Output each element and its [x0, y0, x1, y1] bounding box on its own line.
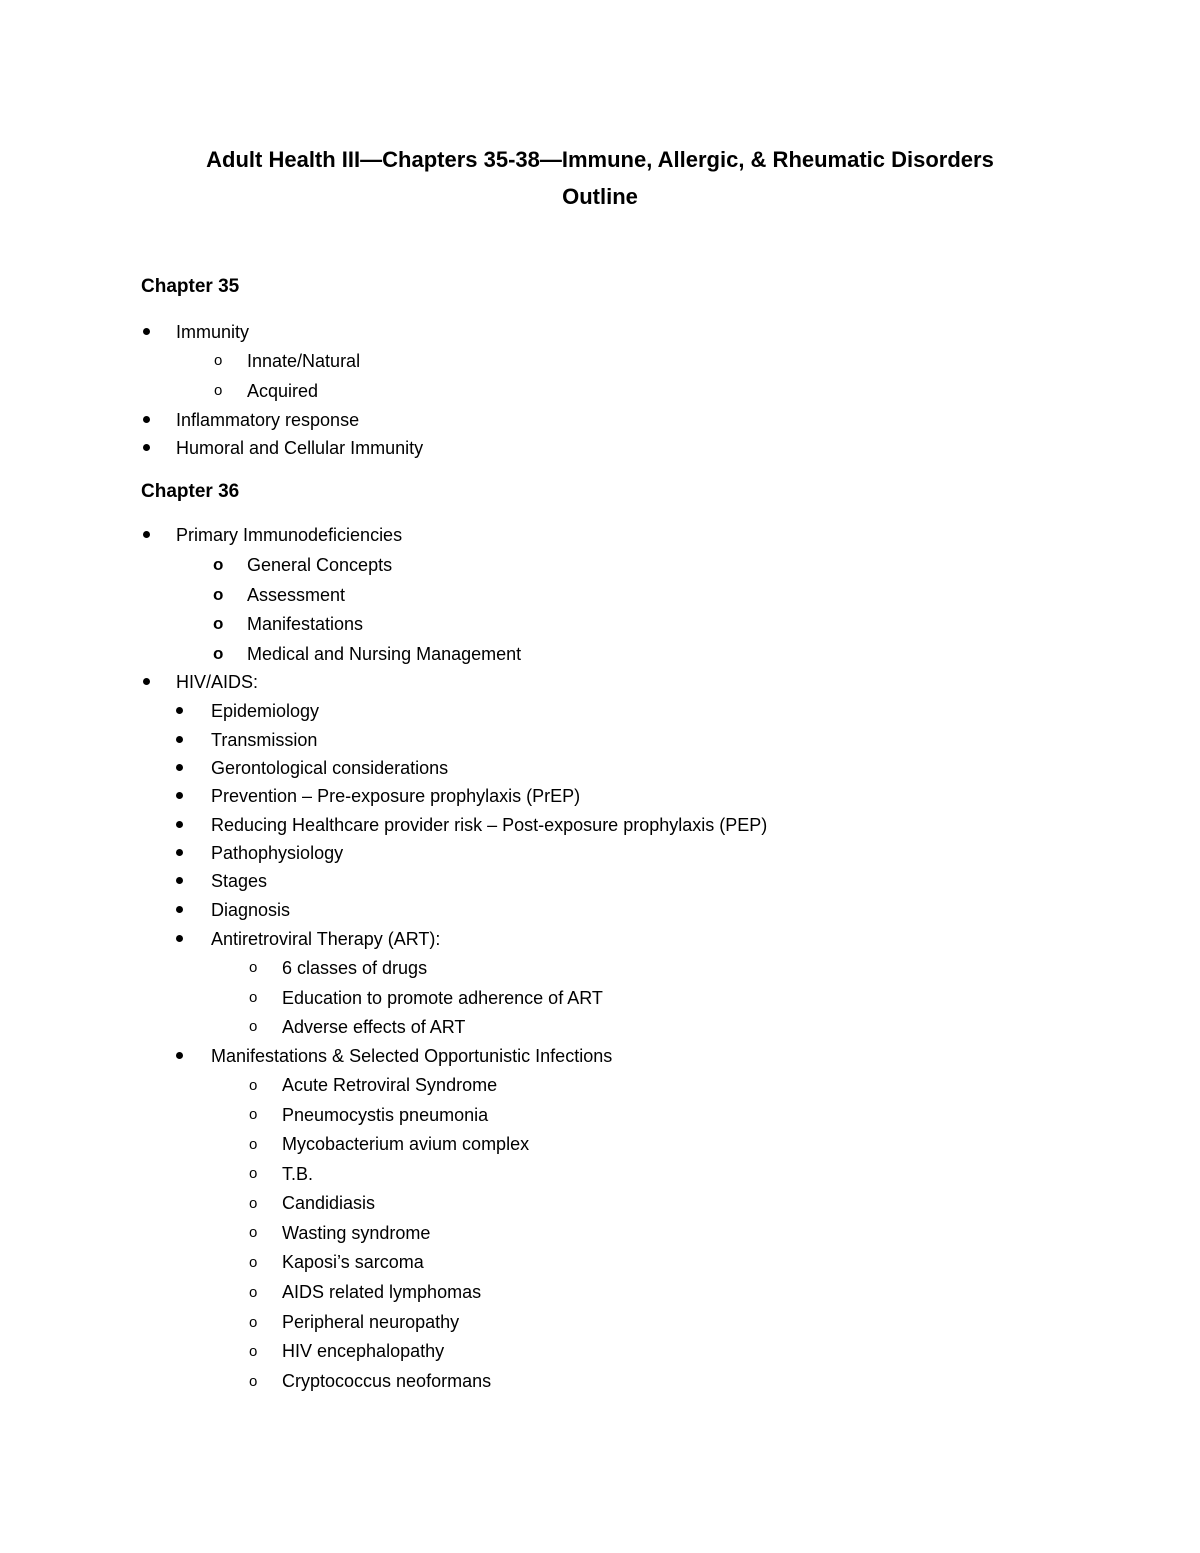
- list-item-inflammatory: Inflammatory response: [176, 410, 360, 430]
- list-item-general-concepts: General Concepts: [247, 555, 393, 575]
- list-item-hiv-aids: HIV/AIDS:: [176, 672, 259, 692]
- list-item-art: Antiretroviral Therapy (ART):: [211, 929, 441, 949]
- list-item-infection: Peripheral neuropathy: [282, 1312, 460, 1332]
- document-title-line2: Outline: [562, 184, 638, 209]
- bullet-circle: o: [249, 1106, 258, 1123]
- list-item-acquired: Acquired: [247, 381, 319, 401]
- bullet-dot: [176, 906, 183, 913]
- bullet-dot: [143, 328, 150, 335]
- document-title-line1: Adult Health III—Chapters 35-38—Immune, Allergic, & Rheumatic Disorders: [206, 147, 994, 172]
- list-item-art-adverse: Adverse effects of ART: [282, 1017, 466, 1037]
- bullet-dot: [143, 531, 150, 538]
- list-item-infection: Wasting syndrome: [282, 1223, 431, 1243]
- list-item-innate: Innate/Natural: [247, 351, 361, 371]
- bullet-circle: o: [249, 1373, 258, 1390]
- bullet-dot: [176, 849, 183, 856]
- list-item-infection: T.B.: [282, 1164, 314, 1184]
- bullet-circle: o: [249, 1343, 258, 1360]
- chapter-35-heading: Chapter 35: [141, 276, 240, 297]
- bullet-circle: o: [249, 1284, 258, 1301]
- bullet-dot: [143, 444, 150, 451]
- list-item-infection: Mycobacterium avium complex: [282, 1134, 530, 1154]
- bullet-dot: [176, 707, 183, 714]
- bullet-circle: o: [249, 1165, 258, 1182]
- list-item-infection: AIDS related lymphomas: [282, 1282, 482, 1302]
- bullet-dot: [143, 678, 150, 685]
- bullet-dot: [176, 821, 183, 828]
- bullet-circle: o: [214, 382, 223, 399]
- bullet-dot: [176, 736, 183, 743]
- bullet-dot: [176, 935, 183, 942]
- bullet-circle: o: [213, 644, 224, 663]
- list-item-diagnosis: Diagnosis: [211, 900, 291, 920]
- list-item-manifestations-infections: Manifestations & Selected Opportunistic Infections: [211, 1046, 613, 1066]
- list-item-stages: Stages: [211, 871, 268, 891]
- list-item-primary-immunodeficiencies: Primary Immunodeficiencies: [176, 525, 403, 545]
- list-item-infection: Acute Retroviral Syndrome: [282, 1075, 498, 1095]
- bullet-circle: o: [249, 1254, 258, 1271]
- list-item-manifestations: Manifestations: [247, 614, 364, 634]
- bullet-circle: o: [249, 1018, 258, 1035]
- list-item-assessment: Assessment: [247, 585, 346, 605]
- bullet-dot: [176, 792, 183, 799]
- chapter-36-heading: Chapter 36: [141, 481, 240, 502]
- bullet-circle: o: [214, 352, 223, 369]
- bullet-circle: o: [249, 1195, 258, 1212]
- bullet-circle: o: [213, 555, 224, 574]
- bullet-circle: o: [249, 1314, 258, 1331]
- bullet-circle: o: [249, 1077, 258, 1094]
- bullet-dot: [176, 877, 183, 884]
- bullet-circle: o: [249, 989, 258, 1006]
- bullet-dot: [176, 764, 183, 771]
- list-item-epidemiology: Epidemiology: [211, 701, 320, 721]
- list-item-art-classes: 6 classes of drugs: [282, 958, 428, 978]
- list-item-gerontological: Gerontological considerations: [211, 758, 449, 778]
- list-item-immunity: Immunity: [176, 322, 250, 342]
- list-item-humoral: Humoral and Cellular Immunity: [176, 438, 424, 458]
- list-item-pathophysiology: Pathophysiology: [211, 843, 344, 863]
- list-item-infection: Candidiasis: [282, 1193, 376, 1213]
- list-item-art-education: Education to promote adherence of ART: [282, 988, 603, 1008]
- bullet-dot: [176, 1052, 183, 1059]
- list-item-medical-nursing: Medical and Nursing Management: [247, 644, 522, 664]
- bullet-dot: [143, 416, 150, 423]
- bullet-circle: o: [249, 1224, 258, 1241]
- list-item-transmission: Transmission: [211, 730, 318, 750]
- bullet-circle: o: [249, 1136, 258, 1153]
- list-item-infection: Cryptococcus neoformans: [282, 1371, 492, 1391]
- list-item-reducing-risk: Reducing Healthcare provider risk – Post-exposure prophylaxis (PEP): [211, 815, 768, 835]
- list-item-infection: Pneumocystis pneumonia: [282, 1105, 489, 1125]
- bullet-circle: o: [213, 585, 224, 604]
- list-item-infection: Kaposi’s sarcoma: [282, 1252, 424, 1272]
- list-item-prevention: Prevention – Pre-exposure prophylaxis (PrEP): [211, 786, 581, 806]
- bullet-circle: o: [249, 959, 258, 976]
- list-item-infection: HIV encephalopathy: [282, 1341, 445, 1361]
- bullet-circle: o: [213, 614, 224, 633]
